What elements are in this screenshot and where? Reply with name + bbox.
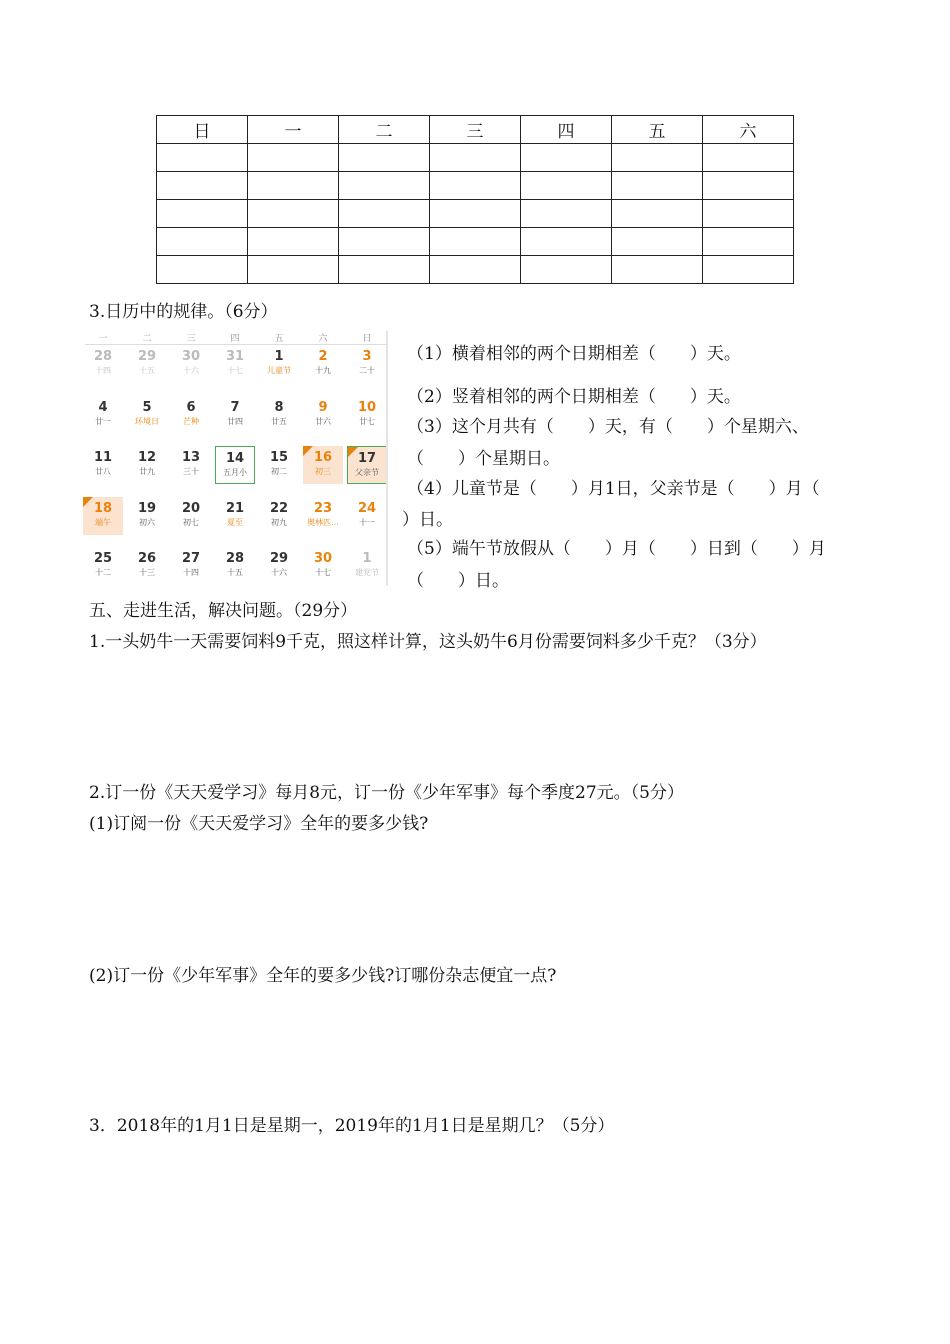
- table-row: [157, 228, 794, 256]
- calendar-day: [83, 547, 123, 585]
- calendar-day: [259, 547, 299, 585]
- question-3b: （ ）个星期日。: [407, 449, 560, 469]
- calendar-day-lunar: 十四: [183, 568, 199, 577]
- calendar-day-lunar: 十七: [315, 568, 331, 577]
- empty-cell: [339, 172, 430, 200]
- calendar-day-number: 28: [225, 551, 245, 566]
- calendar-day-number: 31: [225, 349, 245, 364]
- weekday-header-cell: 五: [612, 116, 703, 144]
- calendar-day: [215, 396, 255, 434]
- calendar-day-number: 3: [362, 349, 372, 364]
- calendar-day-number: 21: [225, 500, 245, 516]
- calendar-day-lunar: 端午: [95, 517, 111, 527]
- table-row: [157, 256, 794, 284]
- calendar-day-lunar: 奥林匹…: [307, 517, 339, 527]
- calendar-weekday-label: 五: [274, 334, 284, 344]
- empty-cell: [157, 144, 248, 172]
- calendar-day-lunar: 芒种: [183, 416, 199, 426]
- calendar-day-number: 1: [362, 551, 372, 566]
- calendar-day-lunar: 十三: [139, 568, 155, 577]
- calendar-day-number: 18: [93, 500, 113, 516]
- weekday-header-cell: 一: [248, 116, 339, 144]
- calendar-day: [259, 396, 299, 434]
- weekday-header-cell: 二: [339, 116, 430, 144]
- calendar-day-number: 7: [230, 399, 240, 415]
- question-4b: ）日。: [402, 510, 453, 530]
- empty-cell: [157, 200, 248, 228]
- question-3a: （3）这个月共有（ ）天，有（ ）个星期六、: [407, 417, 809, 437]
- calendar-day-number: 24: [357, 500, 377, 516]
- calendar-day-lunar: 二十: [359, 366, 375, 375]
- weekday-header-cell: 六: [703, 116, 794, 144]
- calendar-day-lunar: 五月小: [223, 468, 247, 477]
- calendar-day: [215, 446, 255, 484]
- calendar-day-number: 30: [181, 349, 201, 364]
- section5-title: 五、走进生活，解决问题。（29分）: [89, 601, 358, 621]
- calendar-day-lunar: 廿七: [359, 416, 375, 426]
- calendar-day-lunar: 夏至: [227, 517, 243, 527]
- calendar-day-number: 25: [93, 551, 113, 566]
- empty-cell: [612, 144, 703, 172]
- calendar-day: [303, 497, 343, 535]
- calendar-weekday-label: 二: [142, 334, 152, 344]
- empty-cell: [521, 172, 612, 200]
- problem-3: 3．2018年的1月1日是星期一，2019年的1月1日是星期几？（5分）: [89, 1116, 615, 1136]
- calendar-day: [347, 547, 387, 585]
- calendar-day-lunar: 廿八: [95, 467, 111, 476]
- empty-cell: [703, 172, 794, 200]
- calendar-day: [259, 345, 299, 383]
- calendar-day-number: 29: [269, 551, 289, 566]
- question-4a: （4）儿童节是（ ）月1日，父亲节是（ ）月（: [407, 479, 820, 499]
- empty-cell: [157, 256, 248, 284]
- calendar-weekday-label: 日: [362, 334, 372, 344]
- calendar-day: [127, 345, 167, 383]
- empty-cell: [703, 144, 794, 172]
- table-row: [157, 172, 794, 200]
- calendar-day-number: 8: [274, 399, 284, 415]
- calendar-day: [171, 396, 211, 434]
- question-5b: （ ）日。: [407, 571, 509, 591]
- problem-2-part-2: (2)订一份《少年军事》全年的要多少钱?订哪份杂志便宜一点?: [89, 966, 557, 986]
- calendar-day-lunar: 廿一: [95, 416, 111, 426]
- empty-cell: [521, 200, 612, 228]
- calendar-day: [215, 345, 255, 383]
- calendar-day: [127, 497, 167, 535]
- empty-cell: [248, 144, 339, 172]
- table-header-row: [157, 116, 794, 144]
- empty-cell: [612, 228, 703, 256]
- calendar-day-lunar: 廿四: [227, 416, 243, 426]
- calendar-day-number: 5: [142, 399, 152, 415]
- weekday-header-cell: 三: [430, 116, 521, 144]
- calendar-weekday-label: 一: [98, 334, 108, 344]
- calendar-weekday-label: 四: [230, 334, 240, 344]
- calendar-day-lunar: 十一: [359, 517, 375, 527]
- calendar-day-lunar: 十六: [183, 366, 199, 375]
- calendar-day-lunar: 廿五: [271, 416, 287, 426]
- calendar-edge: [386, 331, 388, 586]
- empty-cell: [430, 172, 521, 200]
- calendar-day-number: 14: [225, 451, 245, 466]
- problem-1: 1.一头奶牛一天需要饲料9千克，照这样计算，这头奶牛6月份需要饲料多少千克？（3分）: [89, 632, 767, 652]
- calendar-day-lunar: 十五: [227, 568, 243, 577]
- calendar-day-number: 10: [357, 399, 377, 415]
- calendar-day-number: 16: [313, 450, 333, 465]
- empty-cell: [521, 256, 612, 284]
- problem-2-part-1: (1)订阅一份《天天爱学习》全年的要多少钱?: [89, 814, 429, 834]
- empty-cell: [612, 200, 703, 228]
- table-row: [157, 200, 794, 228]
- calendar-day-number: 6: [186, 399, 196, 415]
- calendar-day: [259, 497, 299, 535]
- weekday-header-cell: 日: [157, 116, 248, 144]
- calendar-day-lunar: 十七: [227, 366, 243, 375]
- section3-title: 3.日历中的规律。（6分）: [89, 302, 278, 322]
- question-2: （2）竖着相邻的两个日期相差（ ）天。: [407, 387, 741, 407]
- calendar-day-lunar: 三十: [183, 467, 199, 476]
- calendar-weekday-label: 六: [318, 334, 328, 344]
- holiday-tag-icon: [303, 446, 313, 456]
- empty-cell: [703, 228, 794, 256]
- empty-cell: [248, 228, 339, 256]
- calendar-day-number: 22: [269, 500, 289, 516]
- weekday-header-cell: 四: [521, 116, 612, 144]
- calendar-day: [347, 497, 387, 535]
- calendar-day-number: 30: [313, 551, 333, 566]
- empty-cell: [248, 172, 339, 200]
- calendar-day-number: 9: [318, 399, 328, 415]
- calendar-day-number: 2: [318, 349, 328, 364]
- problem-2: 2.订一份《天天爱学习》每月8元，订一份《少年军事》每个季度27元。（5分）: [89, 783, 684, 803]
- empty-cell: [430, 144, 521, 172]
- empty-cell: [430, 228, 521, 256]
- empty-cell: [339, 228, 430, 256]
- calendar-day-number: 29: [137, 349, 157, 364]
- calendar-day-number: 26: [137, 551, 157, 566]
- empty-cell: [703, 200, 794, 228]
- calendar-day-lunar: 廿六: [315, 416, 331, 426]
- calendar-day: [171, 446, 211, 484]
- calendar-day: [215, 497, 255, 535]
- calendar-day: [303, 547, 343, 585]
- calendar-day-lunar: 环境日: [135, 416, 159, 426]
- empty-cell: [521, 144, 612, 172]
- empty-cell: [612, 256, 703, 284]
- calendar-day-number: 12: [137, 450, 157, 465]
- calendar-day-lunar: 父亲节: [355, 468, 379, 477]
- blank-calendar-table: [156, 115, 794, 284]
- calendar-day-lunar: 初七: [183, 517, 199, 527]
- calendar-day-lunar: 十五: [139, 366, 155, 375]
- empty-cell: [612, 172, 703, 200]
- empty-cell: [157, 228, 248, 256]
- calendar-day-number: 28: [93, 349, 113, 364]
- calendar-day: [347, 446, 387, 484]
- empty-cell: [339, 256, 430, 284]
- calendar-image: [85, 331, 388, 586]
- calendar-day: [83, 396, 123, 434]
- table-row: [157, 144, 794, 172]
- calendar-day: [127, 446, 167, 484]
- calendar-day-number: 17: [357, 451, 377, 466]
- calendar-day-lunar: 初六: [139, 517, 155, 527]
- empty-cell: [430, 256, 521, 284]
- calendar-day-lunar: 建党节: [355, 568, 379, 577]
- holiday-tag-icon: [348, 447, 358, 457]
- calendar-day-lunar: 十六: [271, 568, 287, 577]
- calendar-day-lunar: 十四: [95, 366, 111, 375]
- calendar-day: [303, 446, 343, 484]
- calendar-day: [303, 345, 343, 383]
- calendar-day-number: 15: [269, 450, 289, 465]
- calendar-day: [215, 547, 255, 585]
- calendar-day-number: 13: [181, 450, 201, 465]
- calendar-day: [171, 547, 211, 585]
- calendar-weekday-header: [85, 331, 388, 345]
- calendar-day-lunar: 儿童节: [267, 366, 291, 375]
- calendar-day: [127, 547, 167, 585]
- calendar-day-number: 1: [274, 349, 284, 364]
- calendar-day: [259, 446, 299, 484]
- calendar-day-number: 11: [93, 450, 113, 465]
- calendar-day: [303, 396, 343, 434]
- empty-cell: [339, 200, 430, 228]
- calendar-day-lunar: 十九: [315, 366, 331, 375]
- calendar-day: [171, 497, 211, 535]
- question-1: （1）横着相邻的两个日期相差（ ）天。: [407, 344, 741, 364]
- holiday-tag-icon: [83, 497, 93, 507]
- calendar-weekday-label: 三: [186, 334, 196, 344]
- question-5a: （5）端午节放假从（ ）月（ ）日到（ ）月: [407, 539, 826, 559]
- calendar-day-lunar: 十二: [95, 568, 111, 577]
- calendar-day: [347, 396, 387, 434]
- calendar-day: [171, 345, 211, 383]
- empty-cell: [248, 256, 339, 284]
- calendar-day: [127, 396, 167, 434]
- calendar-day-number: 19: [137, 500, 157, 516]
- calendar-day: [83, 497, 123, 535]
- calendar-day: [83, 446, 123, 484]
- empty-cell: [521, 228, 612, 256]
- empty-cell: [157, 172, 248, 200]
- calendar-day-lunar: 初二: [271, 467, 287, 476]
- empty-cell: [430, 200, 521, 228]
- calendar-day-lunar: 廿九: [139, 467, 155, 476]
- calendar-day-number: 4: [98, 399, 108, 415]
- calendar-day-lunar: 初三: [315, 467, 331, 476]
- calendar-day-lunar: 初九: [271, 517, 287, 527]
- calendar-day-number: 27: [181, 551, 201, 566]
- calendar-day-number: 20: [181, 500, 201, 516]
- calendar-day: [83, 345, 123, 383]
- empty-cell: [339, 144, 430, 172]
- calendar-day: [347, 345, 387, 383]
- empty-cell: [703, 256, 794, 284]
- empty-cell: [248, 200, 339, 228]
- calendar-day-number: 23: [313, 500, 333, 516]
